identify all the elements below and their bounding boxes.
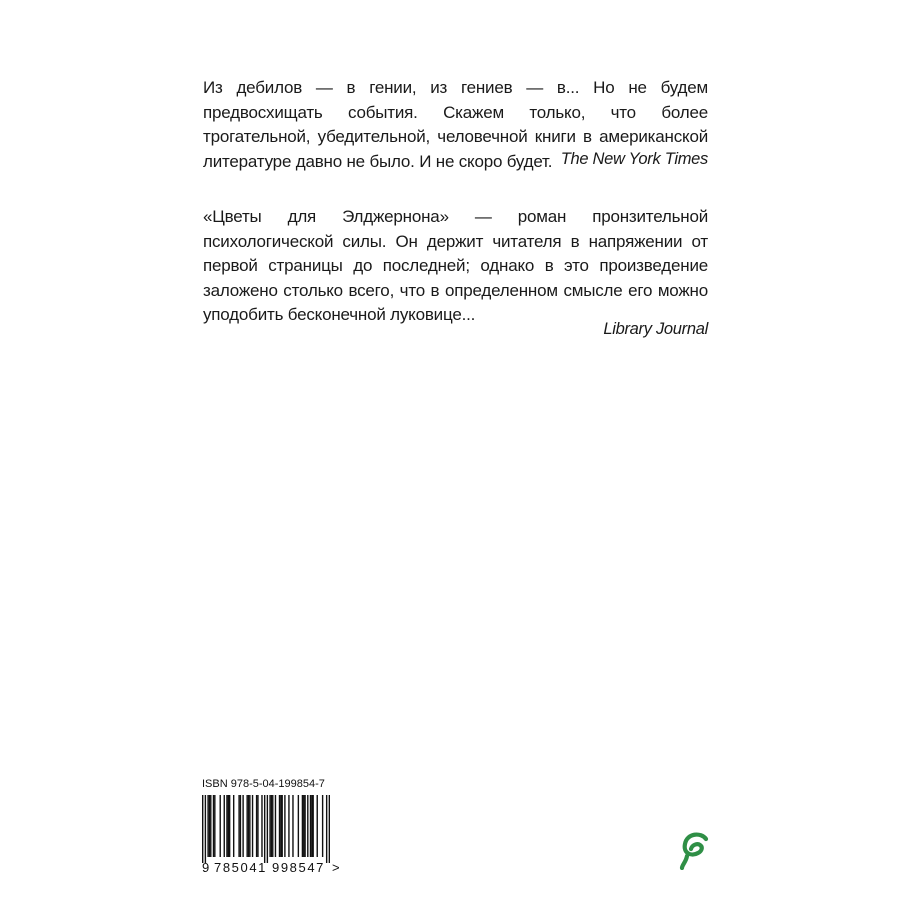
barcode-bar [220,795,221,857]
barcode-bar [307,795,308,857]
barcode-bar [288,795,289,857]
barcode-bar [224,795,225,857]
barcode-guard-bar [326,795,327,863]
barcode-bar [298,795,299,857]
barcode-bar [303,795,304,857]
barcode-bar [257,795,258,857]
review-quote-2: «Цветы для Элджернона» — роман пронзительной психологической силы. Он держит читателя в напряжении от первой страницы до последней; однако в это произведение заложено столько всего, что в определенном смысле его можно уподобить бесконечной луковице... [203,207,708,324]
barcode-bar [284,795,285,857]
barcode-bars [202,795,330,863]
barcode-guard-bar [205,795,206,863]
barcode-guard-bar [264,795,265,863]
review-source-2: Library Journal [603,320,708,338]
barcode-bar [228,795,229,857]
barcode-bar [312,795,313,857]
barcode-bar [210,795,211,857]
barcode-bar [322,795,323,857]
eksmo-logo-icon [679,830,713,870]
barcode-bar [207,795,208,857]
barcode-digits [202,860,340,875]
barcode-bar [240,795,241,857]
barcode-bar [275,795,276,857]
barcode-bar [209,795,210,857]
barcode-bar [238,795,239,857]
barcode-guard-bar [202,795,203,863]
barcode-guard-bar [329,795,330,863]
barcode-bar [214,795,215,857]
barcode-bar [213,795,214,857]
barcode-left-digits: 785041 [214,860,267,875]
barcode-bar [279,795,280,857]
barcode-bar [317,795,318,857]
barcode-bar [272,795,273,857]
barcode-bar [256,795,257,857]
barcode-bar [248,795,249,857]
barcode-right-digits: 998547 [272,860,325,875]
barcode-guard-bar [267,795,268,863]
barcode-bar [252,795,253,857]
barcode-bar [269,795,270,857]
barcode-bar [246,795,247,857]
barcode-bar [281,795,282,857]
barcode-end-mark: > [332,860,340,875]
barcode-bar [229,795,230,857]
barcode-bar [249,795,250,857]
barcode-bar [302,795,303,857]
barcode-bar [304,795,305,857]
review-quote-1: Из дебилов — в гении, из гениев — в... Но не будем предвосхищать события. Скажем только, что более трогательной, убедительной, человечной книги в американской литературе давно не было. И не скоро будет. [203,78,708,171]
barcode-bar [271,795,272,857]
barcode-bar [242,795,243,857]
barcode-bar [261,795,262,857]
review-source-1: The New York Times [560,150,708,168]
barcode-bar [233,795,234,857]
barcode-bar [280,795,281,857]
barcode-bar [226,795,227,857]
barcode-bar [311,795,312,857]
isbn-label: ISBN 978-5-04-199854-7 [202,778,325,790]
barcode-first-digit: 9 [202,860,210,875]
barcode-bar [292,795,293,857]
barcode-bar [310,795,311,857]
